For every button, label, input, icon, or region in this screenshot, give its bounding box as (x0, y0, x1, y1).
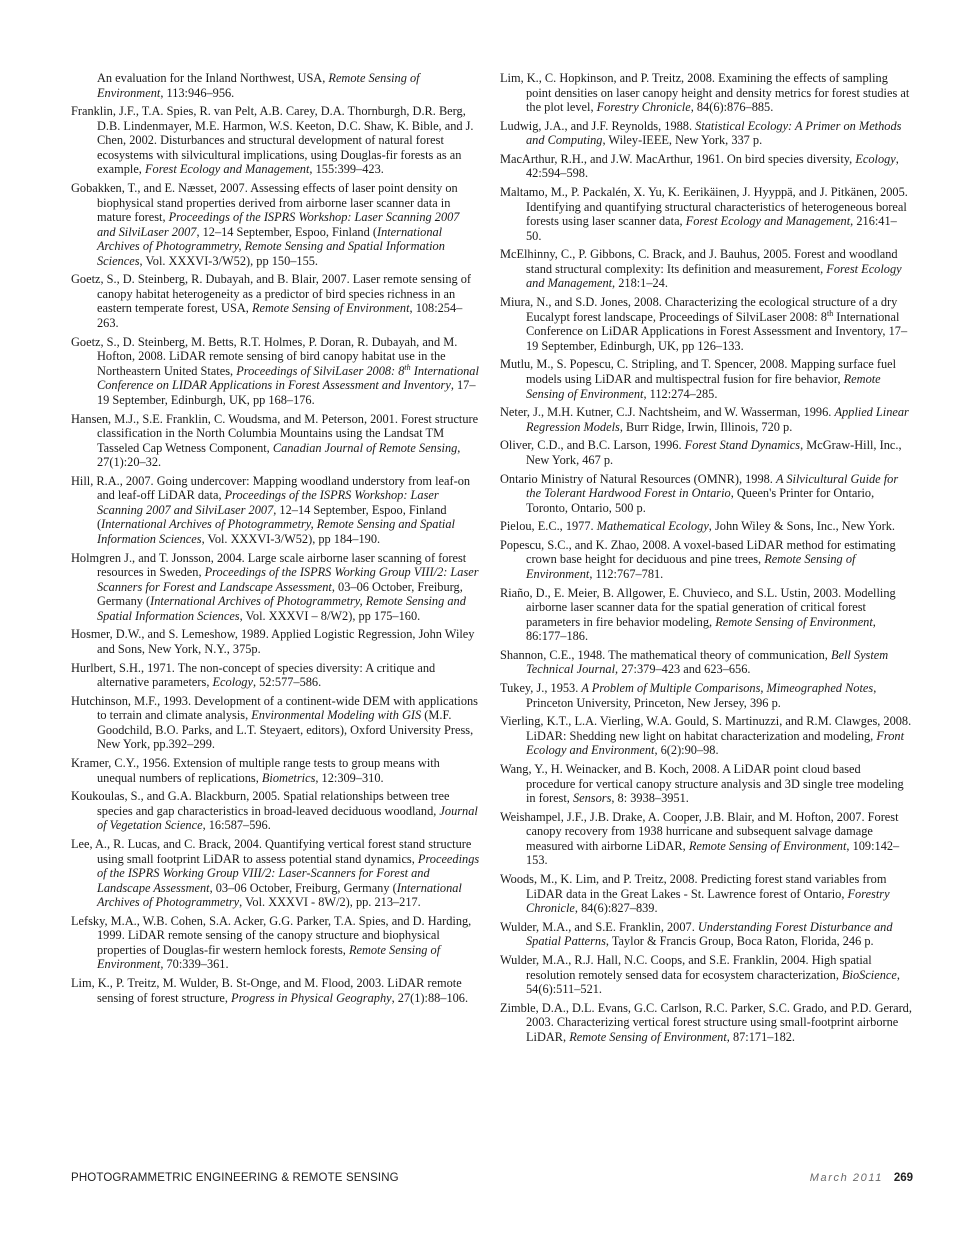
reference-text: International Conference on LiDAR Applications in Forest Assessment and Inventory, 17–19 September, Edinburgh, UK, pp 126–133. (526, 309, 908, 353)
reference-title-text: th (404, 362, 411, 372)
reference-title-text: Ecology (212, 675, 253, 690)
reference-text: Vierling, K.T., L.A. Vierling, W.A. Gould, S. Martinuzzi, and R.M. Clawges, 2008. LiDAR: Shedding new light on habitat characterization and modeling, (500, 714, 912, 743)
reference-text: Woods, M., K. Lim, and P. Treitz, 2008. Predicting forest stand variables from LiDAR data in the Great Lakes - St. Lawrence forest of Ontario, (500, 872, 887, 901)
reference-text: , 12:309–310. (315, 770, 384, 785)
reference-text: Lee, A., R. Lucas, and C. Brack, 2004. Quantifying vertical forest stand structure using small footprint LiDAR to assess potential stand dynamics, (71, 837, 472, 866)
reference-text: Lim, K., P. Treitz, M. Wulder, B. St-Onge, and M. Flood, 2003. LiDAR remote sensing of forest structure, (71, 976, 462, 1005)
reference-title-text: Applied Linear Regression Models (526, 405, 909, 434)
reference-text: Maltamo, M., P. Packalén, X. Yu, K. Eerikäinen, J. Hyyppä, and J. Pitkänen, 2005. Identifying and quantifying structural characteristics of heterogeneous boreal forests using laser scanner data, (500, 185, 908, 229)
reference-entry (500, 185, 912, 243)
reference-entry (500, 1001, 912, 1045)
reference-title-text: Proceedings of SilviLaser 2008: 8 (236, 363, 405, 378)
reference-text: , 03–06 October, Freiburg, Germany ( (209, 880, 397, 895)
reference-text: Miura, N., and S.D. Jones, 2008. Characterizing the ecological structure of a dry Eucalypt forest landscape, Proceedings of SilviLaser 2008: 8 (500, 295, 898, 324)
reference-text: Ludwig, J.A., and J.F. Reynolds, 1988. (500, 118, 696, 133)
reference-text: Ontario Ministry of Natural Resources (OMNR), 1998. (500, 471, 776, 486)
reference-entry (71, 181, 480, 268)
reference-entry (500, 648, 912, 677)
reference-title-text: Journal of Vegetation Science (97, 803, 478, 833)
reference-text: , 84(6):876–885. (690, 100, 774, 115)
reference-entry (71, 976, 480, 1005)
reference-text: , 6(2):90–98. (654, 743, 719, 758)
reference-text: , 218:1–24. (612, 276, 668, 291)
reference-title-text: Sensors (572, 791, 612, 806)
reference-title-text: Remote Sensing of Environment (526, 371, 881, 401)
reference-entry (71, 551, 480, 624)
reference-text: (M.F. Goodchild, B.O. Parks, and L.T. Steyaert, editors), Oxford University Press, New York, pp.392–299. (97, 708, 474, 752)
reference-entry (71, 837, 480, 910)
reference-text: Shannon, C.E., 1948. The mathematical theory of communication, (500, 647, 831, 662)
reference-entry (500, 920, 912, 949)
reference-entry (71, 71, 480, 100)
reference-entry (500, 71, 912, 115)
reference-entry (500, 519, 912, 534)
reference-title-text: Forest Ecology and Management (526, 261, 902, 291)
reference-entry (500, 810, 912, 868)
reference-text: , Queen's Printer for Ontario, Toronto, Ontario, 500 p. (526, 486, 875, 515)
reference-text: McElhinny, C., P. Gibbons, C. Brack, and J. Bauhus, 2005. Forest and woodland stand structural complexity: Its definition and measurement, (500, 247, 898, 276)
reference-title-text: Understanding Forest Disturbance and Spatial Patterns (526, 919, 893, 949)
reference-text: , Vol. XXXVI-3/W52), pp 150–155. (139, 253, 319, 268)
reference-entry (500, 405, 912, 434)
reference-entry (500, 953, 912, 997)
references-left-column (71, 71, 480, 1009)
reference-title-text: Statistical Ecology: A Primer on Methods and Computing (526, 118, 902, 148)
reference-entry (71, 474, 480, 547)
reference-title-text: International Archives of Photogrammetry (97, 880, 462, 910)
reference-text: th (826, 308, 834, 318)
reference-entry (71, 914, 480, 972)
reference-text: Oliver, C.D., and B.C. Larson, 1996. (500, 438, 685, 453)
reference-entry (71, 412, 480, 470)
reference-entry (500, 681, 912, 710)
reference-title-text: Remote Sensing of Environment (569, 1029, 727, 1044)
reference-text: , 27:379–423 and 623–656. (615, 662, 751, 677)
reference-text: , 112:767–781. (589, 566, 664, 581)
reference-text: , Vol. XXXVI – 8/W2), pp 175–160. (239, 608, 421, 623)
reference-title-text: Proceedings of the ISPRS Workshop: Laser Scanning 2007 and SilviLaser 2007 (97, 210, 460, 239)
reference-title-text: International Archives of Photogrammetry, Remote Sensing and Spatial Information Sciences (97, 224, 445, 268)
reference-title-text: Front Ecology and Environment (526, 728, 905, 758)
reference-title-text: Proceedings of the ISPRS Working Group VIII/2: Laser-Scanners for Forest and Landscape Assessment (97, 851, 480, 895)
reference-title-text: Remote Sensing of Environment (97, 71, 420, 100)
reference-title-text: Proceedings of the ISPRS Workshop: Laser Scanning 2007 and SilviLaser 2007 (97, 488, 439, 517)
reference-entry (71, 789, 480, 833)
reference-text: , 84(6):827–839. (574, 901, 658, 916)
reference-text: Franklin, J.F., T.A. Spies, R. van Pelt, A.B. Carey, D.A. Thornburgh, D.R. Berg, D.B. Lindenmayer, M.E. Harmon, W.S. Keeton, D.C. Shaw, K. Bible, and J. Chen, 2002. Disturbances and structural development of natural forest ecosystems with silvicultural implications, using Douglas-fir forests as an example, (71, 104, 474, 177)
reference-text: Hurlbert, S.H., 1971. The non-concept of species diversity: A critique and alternative parameters, (71, 660, 436, 690)
reference-title-text: International Conference on LIDAR Applications in Forest Assessment and Inventory (97, 363, 479, 393)
reference-title-text: International Archives of Photogrammetry, Remote Sensing and Spatial Information Sciences (97, 594, 466, 623)
reference-entry (71, 104, 480, 177)
reference-text: Popescu, S.C., and K. Zhao, 2008. A voxel-based LiDAR method for estimating crown base height for deciduous and pine trees, (500, 537, 896, 567)
reference-text: Tukey, J., 1953. (500, 681, 582, 696)
reference-text: Weishampel, J.F., J.B. Drake, A. Cooper, J.B. Blair, and M. Hofton, 2007. Forest canopy recovery from 1938 hurricane and subsequent salvage damage measured with airborne LiDAR, (500, 809, 899, 853)
reference-text: Lim, K., C. Hopkinson, and P. Treitz, 2008. Examining the effects of sampling point densities on laser canopy height and density metrics for forest studies at the plot level, (500, 71, 910, 115)
reference-text: MacArthur, R.H., and J.W. MacArthur, 1961. On bird species diversity, (500, 151, 856, 166)
reference-title-text: Progress in Physical Geography (231, 990, 392, 1005)
reference-text: Gobakken, T., and E. Næsset, 2007. Assessing effects of laser point density on biophysical stand properties derived from airborne laser scanner data in mature forest, (71, 181, 458, 225)
reference-title-text: Canadian Journal of Remote Sensing (272, 440, 458, 455)
references-right-column (500, 71, 912, 1048)
reference-title-text: Remote Sensing of Environment (688, 838, 847, 853)
reference-text: Koukoulas, S., and G.A. Blackburn, 2005. Spatial relationships between tree species and gap characteristics in broad-leaved deciduous woodland, (71, 789, 450, 818)
reference-text: , Vol. XXXVI - 8W/2), pp. 213–217. (239, 895, 421, 910)
reference-text: Goetz, S., D. Steinberg, R. Dubayah, and B. Blair, 2007. Laser remote sensing of canopy habitat heterogeneity as a predictor of bird species richness in an eastern temperate forest, USA, (71, 272, 472, 316)
reference-title-text: Remote Sensing of Environment (97, 942, 441, 972)
reference-text: , 155:399–423. (309, 162, 384, 177)
reference-text: , 16:587–596. (202, 818, 271, 833)
reference-title-text: Forest Ecology and Management (144, 162, 310, 177)
reference-title-text: Forest Stand Dynamics (684, 438, 801, 453)
reference-entry (71, 661, 480, 690)
reference-text: , 12–14 September, Espoo, Finland ( (196, 224, 377, 239)
reference-text: , Taylor & Francis Group, Boca Raton, Florida, 246 p. (605, 934, 874, 949)
issue-date: March 2011 (809, 1172, 883, 1184)
journal-name: PHOTOGRAMMETRIC ENGINEERING & REMOTE SENSING (71, 1172, 399, 1184)
reference-text: , 112:274–285. (643, 386, 718, 401)
reference-title-text: Bell System Technical Journal (526, 647, 889, 677)
reference-entry (500, 295, 912, 353)
reference-text: , 8: 3938–3951. (611, 791, 689, 806)
reference-text: , 113:946–956. (160, 85, 235, 100)
reference-entry (71, 335, 480, 408)
reference-entry (500, 247, 912, 291)
reference-text: Holmgren J., and T. Jonsson, 2004. Large scale airborne laser scanning of forest resources in Sweden, (71, 550, 467, 580)
reference-entry (500, 357, 912, 401)
reference-title-text: Forestry Chronicle (596, 100, 691, 115)
reference-text: Zimble, D.A., D.L. Evans, G.C. Carlson, R.C. Parker, S.C. Grado, and P.D. Gerard, 2003. Characterizing vertical forest structure using small-footprint airborne LiDAR, (500, 1000, 912, 1044)
reference-text: , 52:577–586. (252, 675, 322, 690)
reference-text: , 70:339–361. (160, 957, 229, 972)
reference-text: Lefsky, M.A., W.B. Cohen, S.A. Acker, G.G. Parker, T.A. Spies, and D. Harding, 1999. LiDAR remote sensing of the canopy structure and biophysical properties of Douglas-fir western hemlock forests, (71, 913, 472, 957)
reference-text: , 17–19 September, Edinburgh, UK, pp 168–176. (97, 378, 476, 407)
reference-title-text: Ecology (855, 151, 896, 166)
reference-entry (500, 762, 912, 806)
reference-title-text: Proceedings of the ISPRS Working Group VIII/2: Laser Scanners for Forest and Landscape Assessment (97, 565, 479, 594)
reference-text: , Princeton University, Princeton, New Jersey, 396 p. (526, 681, 877, 710)
reference-title-text: Forest Ecology and Management (685, 214, 851, 229)
reference-text: , McGraw-Hill, Inc., New York, 467 p. (526, 438, 902, 467)
reference-title-text: Forestry Chronicle (526, 886, 890, 916)
reference-text: Kramer, C.Y., 1956. Extension of multiple range tests to group means with unequal numbers of replications, (71, 756, 440, 785)
reference-title-text: Remote Sensing of Environment (251, 301, 410, 316)
reference-text: , 109:142–153. (526, 838, 900, 868)
reference-text: , Burr Ridge, Irwin, Illinois, 720 p. (619, 419, 793, 434)
reference-text: , 86:177–186. (526, 614, 876, 644)
reference-entry (71, 694, 480, 752)
reference-text: Neter, J., M.H. Kutner, C.J. Nachtsheim, and W. Wasserman, 1996. (500, 405, 835, 420)
reference-title-text: Remote Sensing of Environment (715, 614, 873, 629)
reference-text: , 03–06 October, Freiburg, Germany ( (97, 579, 463, 609)
page-footer (71, 1172, 913, 1190)
reference-text: , Vol. XXXVI-3/W52), pp 184–190. (201, 531, 381, 546)
reference-text: , 108:254–263. (97, 301, 463, 331)
reference-title-text: A Silvicultural Guide for the Tolerant Hardwood Forest in Ontario (526, 471, 899, 501)
reference-text: Wulder, M.A., R.J. Hall, N.C. Coops, and S.E. Franklin, 2004. High spatial resolution remotely sensed data for ecosystem characterization, (500, 952, 872, 982)
reference-text: Hutchinson, M.F., 1993. Development of a continent-wide DEM with applications to terrain and climate analysis, (71, 693, 478, 723)
reference-entry (500, 438, 912, 467)
reference-title-text: Biometrics (261, 770, 316, 785)
reference-entry (500, 872, 912, 916)
reference-text: Riaño, D., E. Meier, B. Allgower, E. Chuvieco, and S.L. Ustin, 2003. Modelling airborne laser scanner data for the spatial generation of critical forest parameters in fire behavior modeling, (500, 585, 896, 629)
reference-title-text: BioScience (842, 967, 897, 982)
reference-text: , 87:171–182. (726, 1029, 796, 1044)
reference-text: Wulder, M.A., and S.E. Franklin, 2007. (500, 919, 698, 934)
reference-entry (500, 472, 912, 516)
reference-entry (500, 119, 912, 148)
reference-title-text: A Problem of Multiple Comparisons, Mimeographed Notes (581, 681, 874, 696)
reference-text: , 12–14 September, Espoo, Finland ( (97, 502, 447, 532)
reference-title-text: Environmental Modeling with GIS (251, 708, 422, 723)
reference-text: Wang, Y., H. Weinacker, and B. Koch, 2008. A LiDAR point cloud based procedure for vertical canopy structure analysis and 3D single tree modeling in forest, (500, 762, 904, 806)
reference-text: Mutlu, M., S. Popescu, C. Stripling, and T. Spencer, 2008. Mapping surface fuel models using LiDAR and multispectral fusion for fire behavior, (500, 357, 897, 386)
reference-entry (500, 586, 912, 644)
reference-entry (500, 714, 912, 758)
reference-title-text: Remote Sensing of Environment (526, 552, 856, 581)
reference-text: , 216:41–50. (526, 214, 897, 243)
reference-text: , Wiley-IEEE, New York, 337 p. (602, 133, 763, 148)
reference-text: , 27(1):88–106. (391, 990, 469, 1005)
reference-entry (71, 272, 480, 330)
reference-entry (71, 627, 480, 656)
reference-title-text: International Archives of Photogrammetry, Remote Sensing and Spatial Information Sciences (97, 517, 455, 546)
reference-text: An evaluation for the Inland Northwest, USA, (97, 71, 329, 85)
reference-text: , John Wiley & Sons, Inc., New York. (708, 519, 895, 534)
reference-title-text: Mathematical Ecology (596, 519, 709, 534)
reference-entry (71, 756, 480, 785)
reference-text: , 54(6):511–521. (526, 967, 900, 997)
page-number: 269 (893, 1172, 913, 1184)
reference-text: Hosmer, D.W., and S. Lemeshow, 1989. Applied Logistic Regression, John Wiley and Sons, New York, N.Y., 375p. (71, 627, 475, 656)
reference-text: Pielou, E.C., 1977. (500, 519, 597, 534)
reference-text: , 27(1):20–32. (97, 440, 461, 470)
reference-text: Goetz, S., D. Steinberg, M. Betts, R.T. Holmes, P. Doran, R. Dubayah, and M. Hofton, 2008. LiDAR remote sensing of bird canopy habitat use in the Northeastern United States, (71, 334, 458, 378)
reference-entry (500, 538, 912, 582)
reference-entry (500, 152, 912, 181)
reference-text: Hansen, M.J., S.E. Franklin, C. Woudsma, and M. Peterson, 2001. Forest structure classification in the North Columbia Mountains using the Landsat TM Tasseled Cap Wetness Component, (71, 411, 479, 455)
reference-text: , 42:594–598. (526, 151, 899, 181)
reference-text: Hill, R.A., 2007. Going undercover: Mapping woodland understory from leaf-on and leaf-off LiDAR data, (71, 473, 471, 503)
